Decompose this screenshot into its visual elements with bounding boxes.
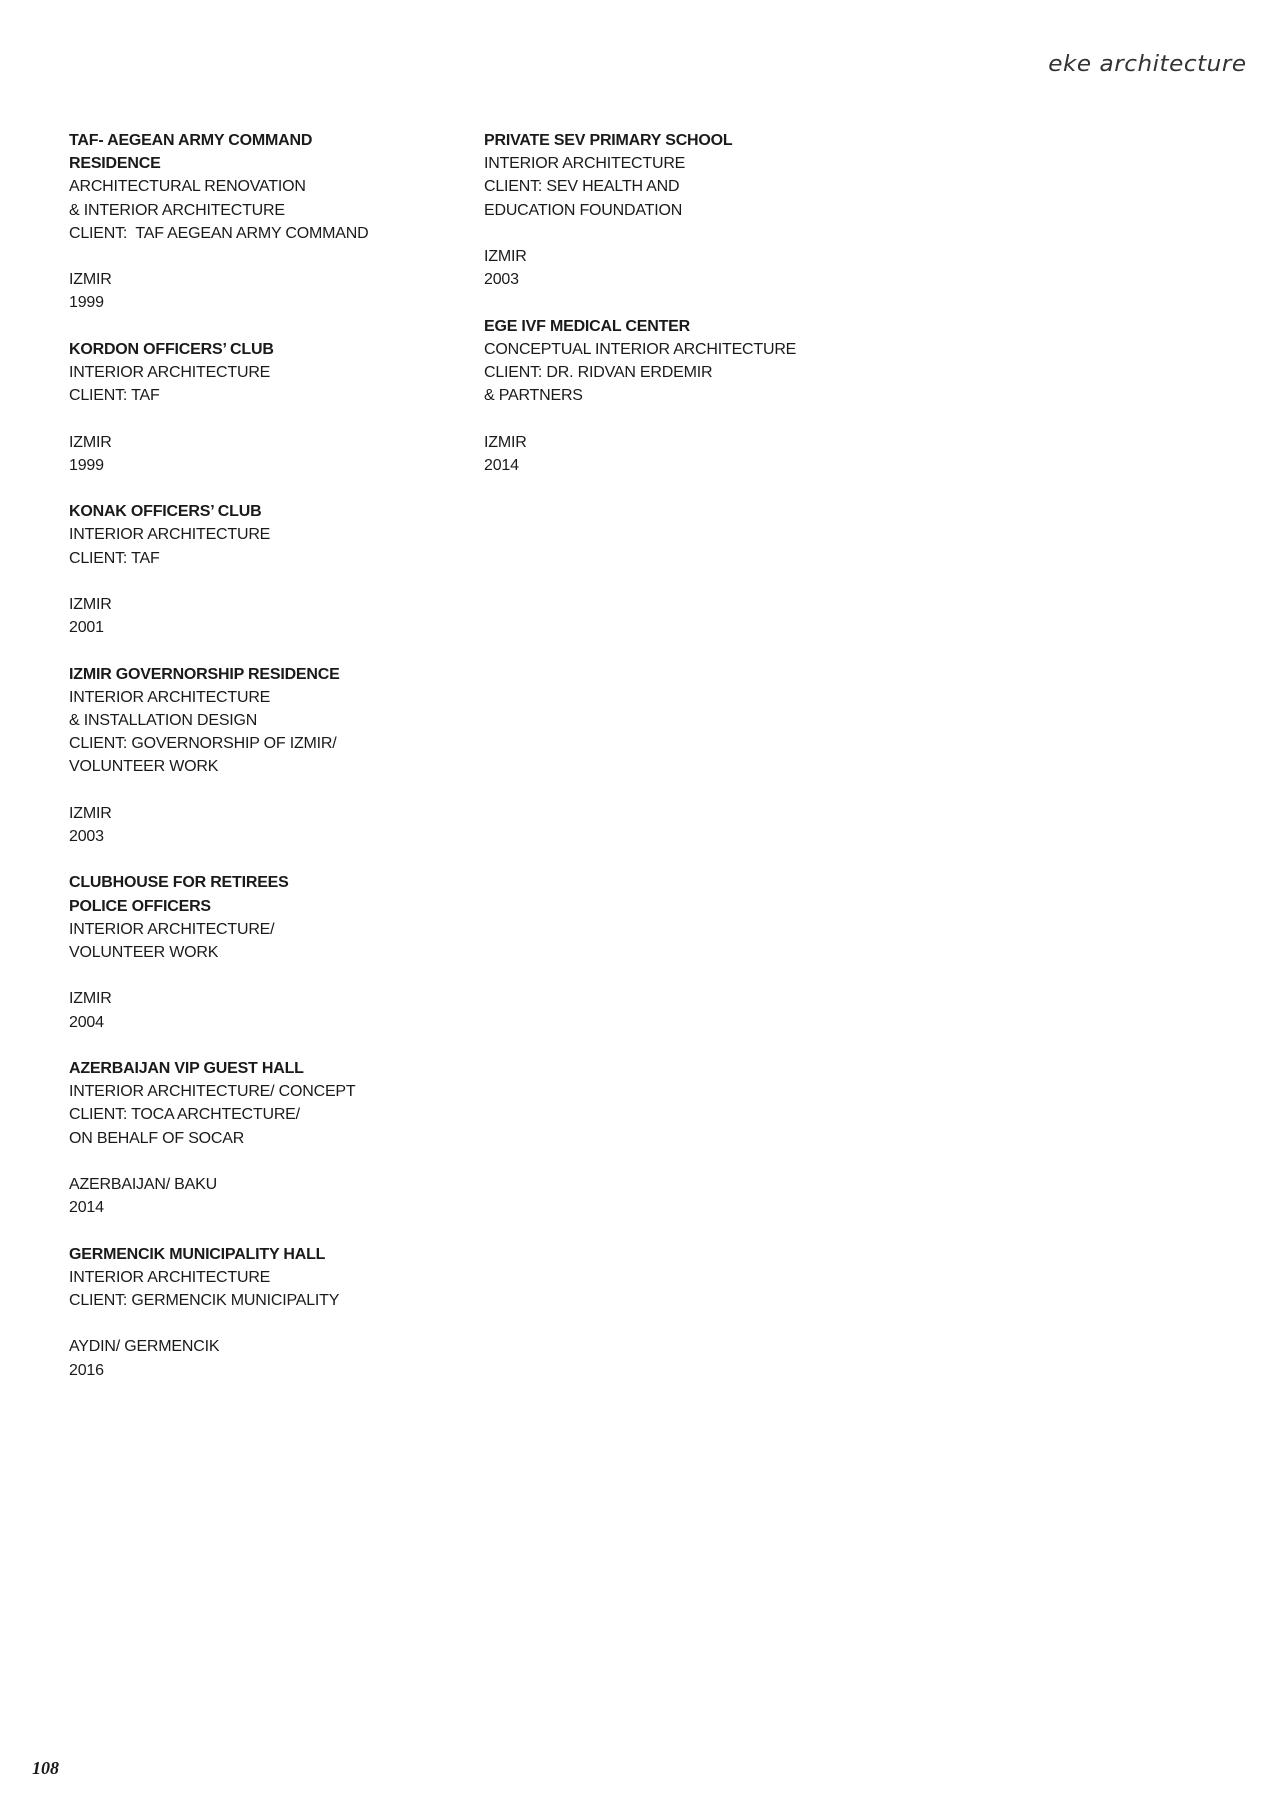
- project-title: KORDON OFFICERS’ CLUB: [69, 340, 274, 358]
- project-detail: ARCHITECTURAL RENOVATION: [69, 178, 306, 196]
- project-detail: CLIENT: TOCA ARCHTECTURE/: [69, 1106, 300, 1124]
- project-title: CLUBHOUSE FOR RETIREES: [69, 874, 289, 892]
- project-entry: [69, 500, 469, 639]
- spacer: [484, 222, 884, 245]
- project-year: 1999: [69, 456, 104, 474]
- spacer: [69, 1150, 469, 1173]
- project-location: IZMIR: [69, 990, 112, 1008]
- project-title: RESIDENCE: [69, 155, 161, 173]
- project-detail: CLIENT: TAF: [69, 387, 160, 405]
- project-title: AZERBAIJAN VIP GUEST HALL: [69, 1059, 304, 1077]
- project-detail: CLIENT: GOVERNORSHIP OF IZMIR/: [69, 735, 337, 753]
- project-detail: VOLUNTEER WORK: [69, 943, 219, 961]
- project-location: AYDIN/ GERMENCIK: [69, 1338, 220, 1356]
- project-detail: VOLUNTEER WORK: [69, 758, 219, 776]
- project-detail: & PARTNERS: [484, 387, 583, 405]
- project-detail: INTERIOR ARCHITECTURE: [69, 688, 271, 706]
- spacer: [69, 407, 469, 430]
- project-entry: [69, 663, 469, 849]
- project-year: 1999: [69, 294, 104, 312]
- project-title: IZMIR GOVERNORSHIP RESIDENCE: [69, 665, 340, 683]
- spacer: [69, 245, 469, 268]
- project-detail: INTERIOR ARCHITECTURE/: [69, 920, 275, 938]
- project-detail: & INSTALLATION DESIGN: [69, 711, 258, 729]
- project-entry: [484, 129, 884, 291]
- project-detail: INTERIOR ARCHITECTURE/ CONCEPT: [69, 1083, 356, 1101]
- project-title: GERMENCIK MUNICIPALITY HALL: [69, 1245, 326, 1263]
- project-year: 2001: [69, 619, 104, 637]
- project-location: IZMIR: [69, 804, 112, 822]
- project-entry: [69, 1243, 469, 1382]
- project-detail: CLIENT: DR. RIDVAN ERDEMIR: [484, 364, 713, 381]
- project-entry: [69, 1057, 469, 1219]
- project-detail: EDUCATION FOUNDATION: [484, 201, 683, 219]
- project-location: IZMIR: [69, 271, 112, 289]
- project-detail: CLIENT: TAF: [69, 549, 160, 567]
- project-detail: CLIENT: SEV HEALTH AND: [484, 178, 680, 196]
- project-title: EGE IVF MEDICAL CENTER: [484, 317, 690, 335]
- spacer: [69, 964, 469, 987]
- project-column-left: [69, 129, 469, 1405]
- project-entry: [69, 871, 469, 1033]
- project-title: PRIVATE SEV PRIMARY SCHOOL: [484, 132, 733, 149]
- project-year: 2004: [69, 1013, 104, 1031]
- project-title: TAF- AEGEAN ARMY COMMAND: [69, 132, 313, 149]
- project-location: IZMIR: [69, 595, 112, 613]
- project-detail: INTERIOR ARCHITECTURE: [69, 1268, 271, 1286]
- project-year: 2014: [69, 1199, 104, 1217]
- spacer: [69, 1312, 469, 1335]
- project-detail: CLIENT: GERMENCIK MUNICIPALITY: [69, 1291, 340, 1309]
- project-detail: INTERIOR ARCHITECTURE: [69, 526, 271, 544]
- spacer: [69, 570, 469, 593]
- project-location: IZMIR: [484, 248, 527, 265]
- project-location: IZMIR: [69, 433, 112, 451]
- project-detail: ON BEHALF OF SOCAR: [69, 1129, 245, 1147]
- project-title: POLICE OFFICERS: [69, 897, 211, 915]
- project-year: 2003: [69, 827, 104, 845]
- project-entry: [484, 315, 884, 477]
- project-detail: & INTERIOR ARCHITECTURE: [69, 201, 285, 219]
- project-detail: INTERIOR ARCHITECTURE: [69, 364, 271, 381]
- project-year: 2003: [484, 271, 519, 289]
- page-number: 108: [32, 1758, 59, 1778]
- project-column-right: [484, 129, 884, 500]
- project-title: KONAK OFFICERS’ CLUB: [69, 503, 262, 521]
- project-location: AZERBAIJAN/ BAKU: [69, 1175, 217, 1193]
- spacer: [484, 407, 884, 430]
- spacer: [69, 779, 469, 802]
- project-detail: INTERIOR ARCHITECTURE: [484, 155, 686, 173]
- project-detail: CONCEPTUAL INTERIOR ARCHITECTURE: [484, 340, 797, 358]
- project-location: IZMIR: [484, 433, 527, 451]
- project-entry: [69, 338, 469, 477]
- project-year: 2014: [484, 456, 519, 474]
- project-detail: CLIENT: TAF AEGEAN ARMY COMMAND: [69, 224, 369, 242]
- brand-header: eke architecture: [1048, 52, 1247, 77]
- project-entry: [69, 129, 469, 315]
- project-year: 2016: [69, 1361, 104, 1379]
